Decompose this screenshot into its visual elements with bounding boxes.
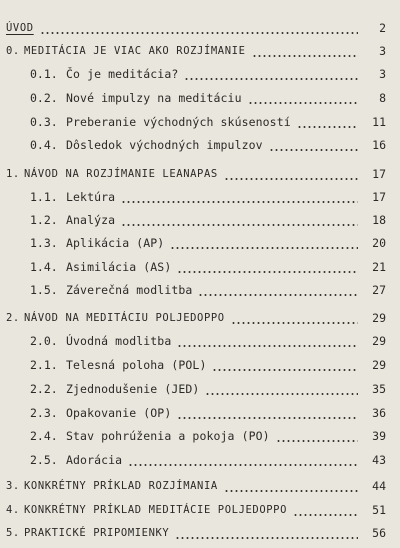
toc-entry-number: 2.2. <box>30 382 58 396</box>
toc-entry-title: Telesná poloha (POL) <box>66 358 207 372</box>
toc-entry <box>0 166 400 182</box>
toc-entry-page-number: 2 <box>379 21 386 35</box>
toc-entry-title: KONKRÉTNY PRÍKLAD ROZJÍMANIA <box>24 480 218 492</box>
toc-entry-number: 2.4. <box>30 429 58 443</box>
toc-entry-number: 1.2. <box>30 213 58 227</box>
toc-entry-number: 2.0. <box>30 334 58 348</box>
toc-entry-page-number: 16 <box>372 138 386 152</box>
toc-entry <box>0 502 400 518</box>
toc-entry-page-number: 21 <box>372 260 386 274</box>
toc-entry-number: 1.4. <box>30 260 58 274</box>
toc-entry-page-number: 29 <box>372 358 386 372</box>
toc-entry-page-number: 29 <box>372 334 386 348</box>
toc-entry-title: Asimilácia (AS) <box>66 260 172 274</box>
toc-entry-page-number: 3 <box>379 67 386 81</box>
toc-entry-number: 0. <box>6 45 20 57</box>
toc-dot-leader <box>205 393 358 395</box>
toc-entry-page-number: 43 <box>372 453 386 467</box>
toc-entry-page-number: 39 <box>372 429 386 443</box>
toc-entry-number: 4. <box>6 504 20 516</box>
toc-entry <box>0 405 400 421</box>
toc-entry-page-number: 29 <box>372 311 386 325</box>
toc-entry-number: 2. <box>6 312 20 324</box>
toc-dot-leader <box>248 102 358 104</box>
toc-entry-number: 1.5. <box>30 283 58 297</box>
toc-dot-leader <box>175 537 358 539</box>
toc-entry-title: Adorácia <box>66 453 123 467</box>
toc-entry-number: 2.1. <box>30 358 58 372</box>
toc-dot-leader <box>128 464 358 466</box>
toc-entry-number: 0.1. <box>30 67 58 81</box>
toc-dot-leader <box>170 247 358 249</box>
toc-entry-title: NÁVOD NA ROZJÍMANIE LEANAPAS <box>24 168 218 180</box>
toc-entry-title: Analýza <box>66 213 116 227</box>
toc-entry <box>0 357 400 373</box>
toc-entry-title: MEDITÁCIA JE VIAC AKO ROZJÍMANIE <box>24 45 246 57</box>
toc-entry <box>0 525 400 541</box>
toc-entry-title: ÚVOD <box>6 22 34 34</box>
toc-dot-leader <box>224 490 358 492</box>
toc-entry-number: 3. <box>6 480 20 492</box>
toc-entry-page-number: 44 <box>372 479 386 493</box>
toc-entry <box>0 189 400 205</box>
toc-entry <box>0 114 400 130</box>
toc-entry-title: Zjednodušenie (JED) <box>66 382 200 396</box>
toc-entry <box>0 381 400 397</box>
toc-dot-leader <box>177 345 358 347</box>
toc-entry-page-number: 35 <box>372 382 386 396</box>
toc-dot-leader <box>121 201 358 203</box>
toc-entry-number: 2.5. <box>30 453 58 467</box>
toc-dot-leader <box>231 322 358 324</box>
toc-entry-page-number: 20 <box>372 236 386 250</box>
toc-entry-title: Čo je meditácia? <box>66 67 179 81</box>
toc-dot-leader <box>40 32 358 34</box>
toc-entry <box>0 452 400 468</box>
toc-entry-page-number: 56 <box>372 526 386 540</box>
toc-dot-leader <box>121 224 358 226</box>
toc-entry-title: Preberanie východných skúseností <box>66 115 291 129</box>
toc-entry <box>0 310 400 326</box>
toc-dot-leader <box>224 178 358 180</box>
toc-entry-title: Aplikácia (AP) <box>66 236 165 250</box>
toc-entry-title: Úvodná modlitba <box>66 334 172 348</box>
toc-entry-number: 5. <box>6 527 20 539</box>
toc-entry-title: Opakovanie (OP) <box>66 406 172 420</box>
toc-entry-title: Lektúra <box>66 190 116 204</box>
toc-entry <box>0 259 400 275</box>
toc-entry-title: Stav pohrúženia a pokoja (PO) <box>66 429 270 443</box>
toc-dot-leader <box>177 417 358 419</box>
toc-entry <box>0 43 400 59</box>
toc-entry-number: 1.1. <box>30 190 58 204</box>
toc-entry-number: 0.2. <box>30 91 58 105</box>
toc-entry-page-number: 36 <box>372 406 386 420</box>
toc-entry-number: 0.4. <box>30 138 58 152</box>
toc-entry-page-number: 51 <box>372 503 386 517</box>
toc-entry-page-number: 8 <box>379 91 386 105</box>
toc-entry-number: 0.3. <box>30 115 58 129</box>
toc-entry <box>0 428 400 444</box>
toc-entry <box>0 66 400 82</box>
toc-entry-page-number: 17 <box>372 190 386 204</box>
toc-entry-page-number: 3 <box>379 44 386 58</box>
toc-entry-number: 1.3. <box>30 236 58 250</box>
toc-entry-number: 2.3. <box>30 406 58 420</box>
toc-dot-leader <box>212 369 358 371</box>
toc-dot-leader <box>297 126 358 128</box>
toc-dot-leader <box>293 514 358 516</box>
toc-entry-page-number: 18 <box>372 213 386 227</box>
toc-entry-title: Záverečná modlitba <box>66 283 193 297</box>
toc-dot-leader <box>276 440 358 442</box>
toc-entry-title: Nové impulzy na meditáciu <box>66 91 242 105</box>
toc-entry <box>0 20 400 36</box>
toc-entry <box>0 478 400 494</box>
toc-dot-leader <box>177 271 358 273</box>
toc-entry <box>0 90 400 106</box>
toc-entry-title: Dôsledok východných impulzov <box>66 138 263 152</box>
toc-entry-page-number: 17 <box>372 167 386 181</box>
toc-entry <box>0 333 400 349</box>
toc-entry-title: NÁVOD NA MEDITÁCIU POLJEDOPPO <box>24 312 225 324</box>
toc-entry <box>0 235 400 251</box>
toc-dot-leader <box>184 78 358 80</box>
toc-dot-leader <box>198 294 358 296</box>
toc-entry <box>0 137 400 153</box>
toc-entry-number: 1. <box>6 168 20 180</box>
toc-entry-page-number: 27 <box>372 283 386 297</box>
toc-entry <box>0 212 400 228</box>
toc-entry-page-number: 11 <box>372 115 386 129</box>
toc-entry-title: PRAKTICKÉ PRIPOMIENKY <box>24 527 170 539</box>
toc-dot-leader <box>269 149 358 151</box>
toc-entry <box>0 282 400 298</box>
toc-entry-title: KONKRÉTNY PRÍKLAD MEDITÁCIE POLJEDOPPO <box>24 504 288 516</box>
toc-dot-leader <box>252 55 359 57</box>
